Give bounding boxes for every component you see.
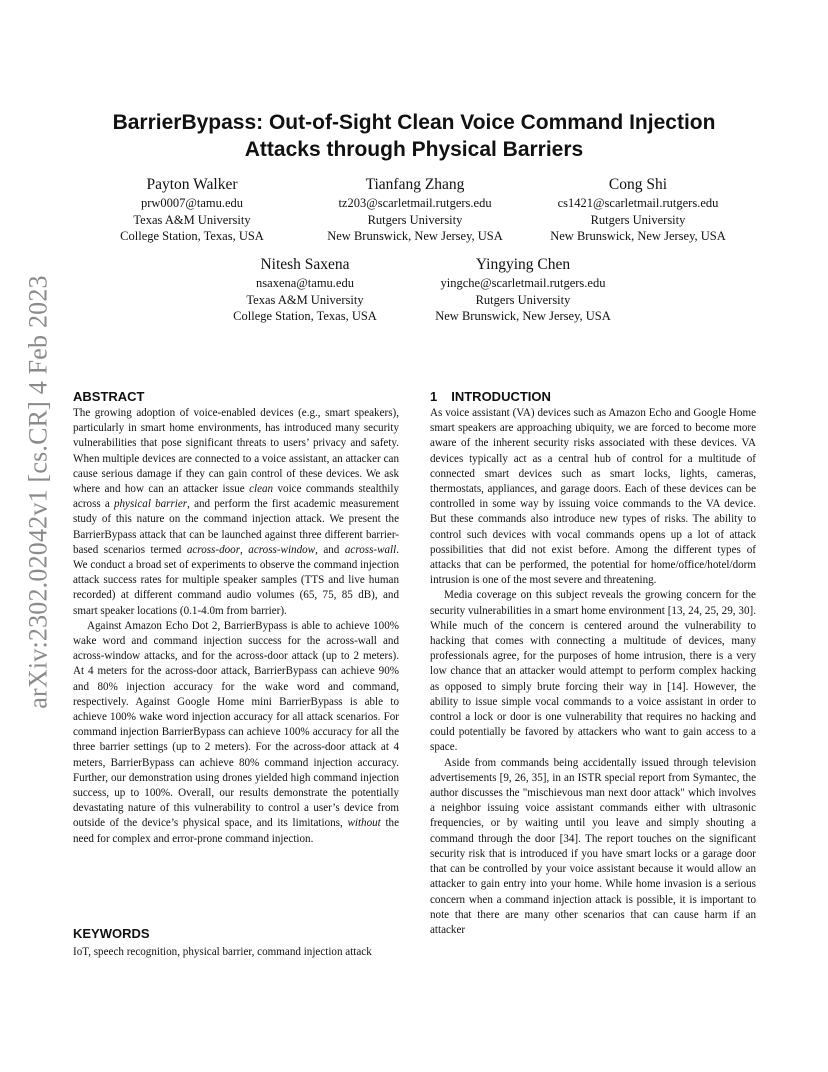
abstract-emphasis: without	[347, 817, 381, 830]
section-number: 1	[430, 389, 438, 404]
arxiv-id-text: arXiv:2302.02042v1 [cs.CR] 4 Feb 2023	[24, 275, 54, 709]
title-line-1: BarrierBypass: Out-of-Sight Clean Voice Command Injection	[112, 111, 716, 134]
section-title: INTRODUCTION	[451, 389, 551, 404]
author-email: tz203@scarletmail.rutgers.edu	[338, 196, 492, 210]
title-line-2: Attacks through Physical Barriers	[244, 138, 584, 161]
author-affiliation: Texas A&M University	[133, 212, 251, 227]
abstract-emphasis: across-wall	[344, 543, 397, 556]
abstract-text: ,	[240, 543, 249, 556]
author-email: prw0007@tamu.edu	[140, 196, 244, 210]
author-email: nsaxena@tamu.edu	[256, 276, 354, 290]
author-affiliation: Rutgers University	[590, 212, 686, 227]
introduction-body	[430, 406, 756, 938]
abstract-text: Against Amazon Echo Dot 2, BarrierBypass is able to achieve 100% wake word and command injection success for the across-wall and across-window attacks, and for the across-door attack (up to 2 meters). At 4 meters for the across-door attack, BarrierBypass can achieve 90% and 80% injection accuracy for the wake word and command, respectively. Against Google Home mini BarrierBypass is able to achieve 100% wake word injection accuracy for all attack scenarios. For command injection BarrierBypass can achieve 100% accuracy for all the three barrier settings (up to 2 meters). For the across-door attack at 4 meters, BarrierBypass can achieve 80% command injection accuracy. Further, our demonstration using drones yielded high command injection success, up to 100%. Overall, our results demonstrate the potentially devastating nature of this vulnerability to control a user’s device from outside of the device’s physical space, and its limitations,	[73, 619, 399, 830]
author-location: New Brunswick, New Jersey, USA	[435, 309, 611, 323]
author-block	[533, 175, 743, 245]
abstract-paragraph-1	[73, 406, 399, 619]
keywords-text: IoT, speech recognition, physical barrier, command injection attack	[73, 946, 372, 958]
author-email: cs1421@scarletmail.rutgers.edu	[557, 196, 719, 210]
intro-paragraph-1: As voice assistant (VA) devices such as Amazon Echo and Google Home smart speakers are approaching ubiquity, we are forced to become more aware of the inherent security risks associated with these devices. VA devices typically act as a central hub of control for a multitude of connected smart devices such as smart locks, lights, cameras, thermostats, appliances, and garage doors. Each of these devices can be controlled in some way by issuing voice commands to the VA device. But these commands also introduce new types of risks. The ability to control such devices with vocal commands opens up a lot of attack possibilities that did not exist before. Among the different types of attacks that can be performed, the potential for home/office/hotel/dorm intrusion is one of the most severe and threatening.	[430, 407, 756, 587]
author-location: New Brunswick, New Jersey, USA	[550, 229, 726, 243]
arxiv-identifier-stamp	[19, 275, 59, 709]
abstract-body	[73, 406, 399, 847]
abstract-emphasis: clean	[249, 483, 274, 496]
author-affiliation: Rutgers University	[475, 292, 571, 307]
abstract-emphasis: physical barrier	[113, 498, 188, 511]
keywords-heading: KEYWORDS	[73, 926, 150, 941]
abstract-text: the need for complex and error-prone command injection.	[73, 817, 400, 845]
intro-paragraph-3: Aside from commands being accidentally issued through television advertisements [9, 26, 35], in an ISTR special report from Symantec, the author discusses the "mischievous man next door attack" which involves a neighbor issuing voice assistant commands either with ultrasonic frequencies, or by waiting until you leave and simply shouting a command through the door [34]. The report touches on the significant security risk that is introduced if you have smart locks or a garage door that can be controlled by your voice assistant because it would allow an attacker to gain entry into your home. While home invasion is a serious concern when a command injection attack is possible, it is important to note that there are many other scenarios that can cause harm if an attacker	[430, 756, 756, 936]
abstract-text: , and perform the first academic measurement study of this nature on the command injection attack. We present the BarrierBypass attack that can be launched against three different barrier-based scenarios termed	[73, 498, 400, 556]
author-location: New Brunswick, New Jersey, USA	[327, 229, 503, 243]
author-block	[102, 175, 282, 245]
author-name: Tianfang Zhang	[365, 176, 465, 193]
abstract-text: , and	[315, 543, 345, 556]
author-location: College Station, Texas, USA	[120, 229, 264, 243]
author-name: Nitesh Saxena	[260, 256, 350, 273]
abstract-paragraph-2	[73, 619, 399, 847]
intro-paragraph-2: Media coverage on this subject reveals the growing concern for the security vulnerabilities in a smart home environment [13, 24, 25, 29, 30]. While much of the concern is centered around the vulnerability to hacking that comes with connecting a multitude of devices, many professionals agree, for the purposes of home intrusion, there is a very low chance that an attacker would attempt to perform complex hacking as opposed to simply brute forcing their way in [14]. However, the ability to issue simple vocal commands to a voice assistant in order to control a lock or door is one vulnerability that requires no hacking and could potentially be favored by attackers who want to gain access to a space.	[430, 589, 756, 754]
abstract-text: . We conduct a broad set of experiments to observe the command injection attack success rates for multiple speaker samples (TTS and live human recorded) at different command audio volumes (65, 75, 85 dB), and smart speaker locations (0.1-4.0m from barrier).	[73, 543, 400, 617]
author-name: Cong Shi	[608, 176, 668, 193]
abstract-text: voice commands stealthily across a	[73, 483, 399, 511]
abstract-emphasis: across-window	[248, 543, 316, 556]
author-block	[210, 255, 400, 325]
author-affiliation: Texas A&M University	[246, 292, 364, 307]
introduction-heading	[430, 389, 551, 405]
abstract-text: The growing adoption of voice-enabled devices (e.g., smart speakers), particularly in smart home environments, has introduced many security vulnerabilities that pose significant threats to users’ privacy and safety. When multiple devices are connected to a voice assistant, an attacker can cause serious damage if they can gain control of these devices. We ask where and how can an attacker issue	[73, 407, 399, 496]
paper-title	[0, 109, 828, 163]
author-name: Yingying Chen	[475, 256, 571, 273]
author-affiliation: Rutgers University	[367, 212, 463, 227]
author-block	[315, 175, 515, 245]
author-name: Payton Walker	[146, 176, 238, 193]
author-email: yingche@scarletmail.rutgers.edu	[440, 276, 606, 290]
author-block	[418, 255, 628, 325]
abstract-heading: ABSTRACT	[73, 389, 145, 404]
abstract-emphasis: across-door	[186, 543, 241, 556]
author-location: College Station, Texas, USA	[233, 309, 377, 323]
